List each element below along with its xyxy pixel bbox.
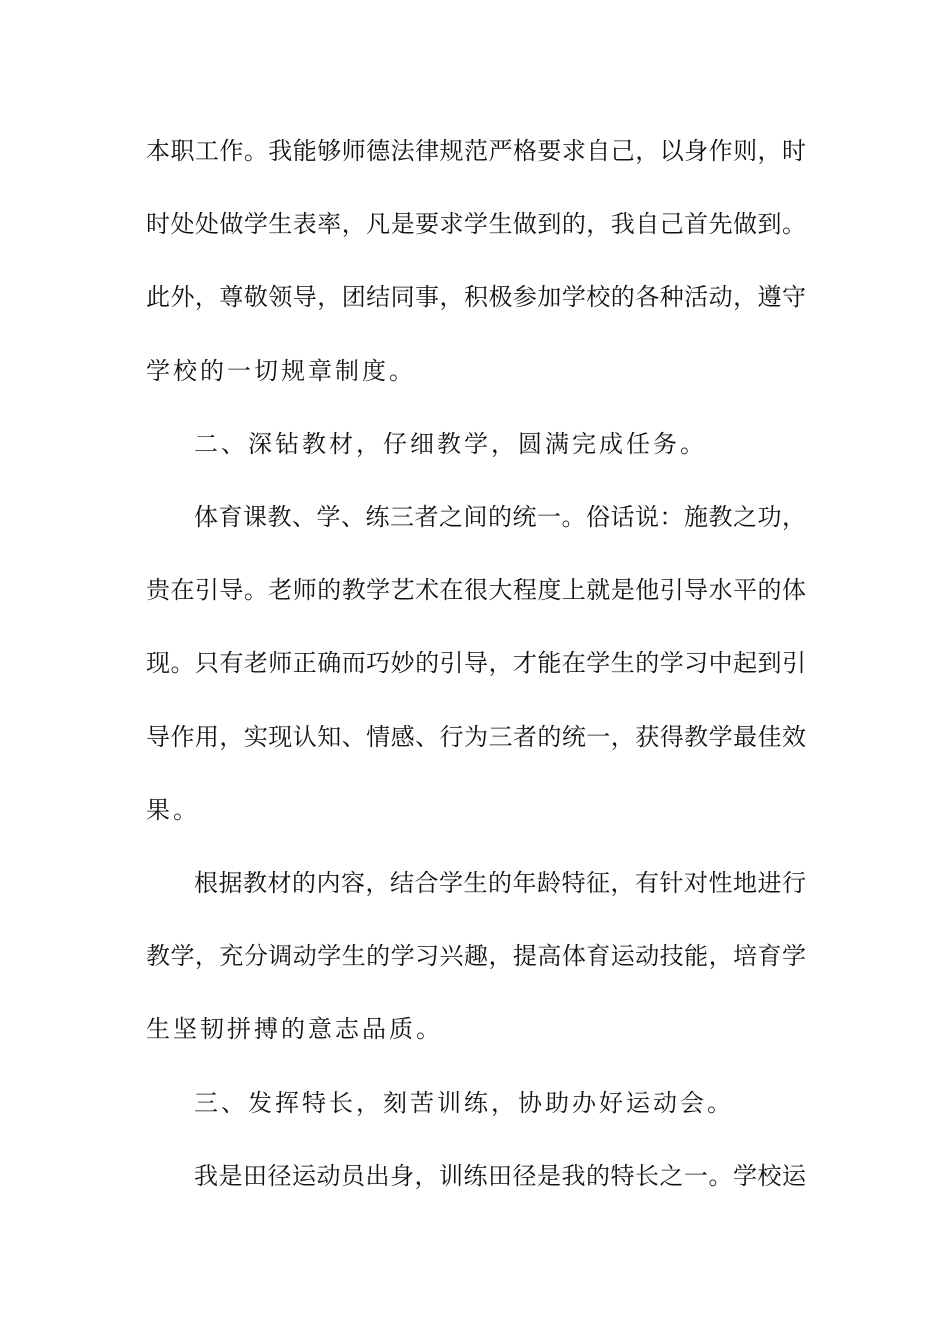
- text-line: 学校的一切规章制度。: [146, 356, 416, 385]
- text-line: 时处处做学生表率，凡是要求学生做到的，我自己首先做到。: [146, 210, 806, 239]
- text-line: 教学，充分调动学生的学习兴趣，提高体育运动技能，培育学: [146, 942, 806, 971]
- text-line: 果。: [146, 795, 200, 824]
- text-line: 导作用，实现认知、情感、行为三者的统一，获得教学最佳效: [146, 722, 806, 751]
- text-line: 根据教材的内容，结合学生的年龄特征，有针对性地进行: [194, 869, 806, 897]
- text-line: 现。只有老师正确而巧妙的引导，才能在学生的学习中起到引: [146, 649, 806, 678]
- text-line: 本职工作。我能够师德法律规范严格要求自己，以身作则，时: [146, 137, 806, 165]
- text-line: 体育课教、学、练三者之间的统一。俗话说：施教之功，: [194, 503, 806, 531]
- text-line: 此外，尊敬领导，团结同事，积极参加学校的各种活动，遵守: [146, 283, 806, 312]
- text-line: 贵在引导。老师的教学艺术在很大程度上就是他引导水平的体: [146, 576, 806, 605]
- text-line: 三、发挥特长，刻苦训练，协助办好运动会。: [194, 1088, 734, 1117]
- text-line: 二、深钻教材，仔细教学，圆满完成任务。: [194, 429, 707, 458]
- text-line: 生坚韧拼搏的意志品质。: [146, 1015, 443, 1044]
- text-line: 我是田径运动员出身，训练田径是我的特长之一。学校运: [194, 1161, 806, 1190]
